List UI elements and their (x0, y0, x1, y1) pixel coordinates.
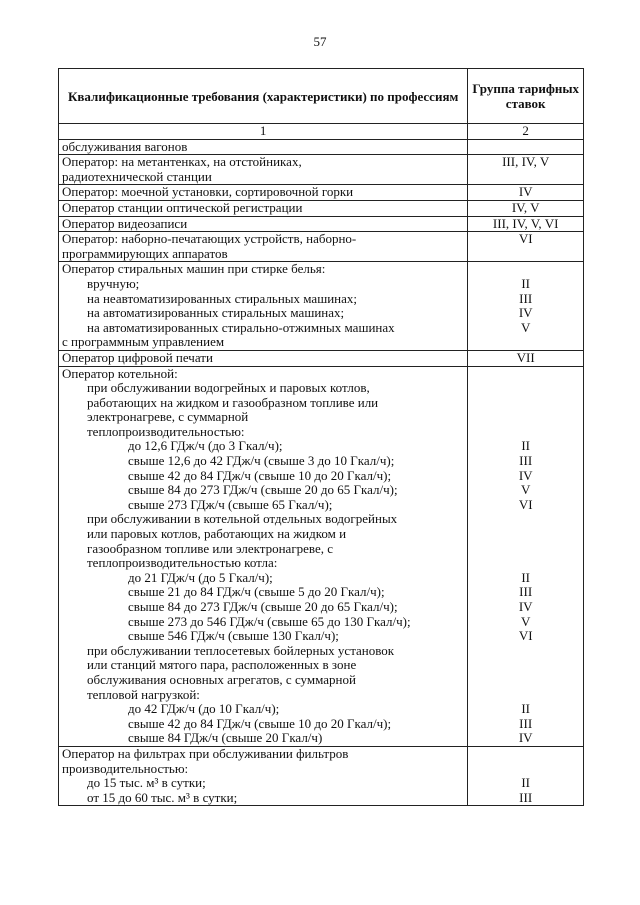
tariff-group-value (471, 658, 580, 673)
tariff-group-value: III (519, 584, 533, 600)
tariff-group-value: IV (518, 184, 533, 200)
requirement-line: обслуживания основных агрегатов, с суммарной (87, 672, 356, 687)
tariff-group-value (471, 367, 580, 382)
tariff-group-value: II (521, 775, 530, 791)
requirement-line: при обслуживании теплосетевых бойлерных установок (87, 643, 395, 658)
requirement-line: Оператор на фильтрах при обслуживании фильтров (62, 746, 349, 761)
table-body (59, 139, 584, 806)
column-number-row (59, 124, 584, 140)
requirement-cell (59, 155, 468, 185)
tariff-group-value (471, 688, 580, 703)
tariff-group-value (471, 396, 580, 411)
requirement-line: Оператор цифровой печати (62, 350, 213, 365)
requirement-line: с программным управлением (62, 335, 225, 350)
tariff-group-value (471, 425, 580, 440)
table-row (59, 746, 584, 805)
requirement-line: Оператор станции оптической регистрации (62, 200, 303, 215)
tariff-group-value: IV (518, 305, 533, 321)
tariff-group-value (471, 381, 580, 396)
requirement-line: производительностью: (62, 761, 189, 776)
table-row (59, 216, 584, 232)
column-number-2: 2 (468, 124, 584, 140)
requirement-cell (59, 200, 468, 216)
requirement-cell (59, 366, 468, 746)
tariff-group-value (471, 170, 580, 185)
requirement-line: свыше 21 до 84 ГДж/ч (свыше 5 до 20 Гкал/ч); (128, 585, 385, 600)
tariff-group-cell (468, 262, 584, 351)
tariff-group-value (471, 762, 580, 777)
tariff-group-value (471, 140, 580, 155)
requirement-line: от 15 до 60 тыс. м³ в сутки; (87, 790, 238, 805)
tariff-group-value: II (521, 438, 530, 454)
tariff-group-cell (468, 155, 584, 185)
tariff-group-cell (468, 185, 584, 201)
requirement-line: обслуживания вагонов (62, 139, 188, 154)
tariff-group-value: III (519, 290, 533, 306)
tariff-group-value: VI (518, 628, 533, 644)
requirement-line: свыше 12,6 до 42 ГДж/ч (свыше 3 до 10 Гкал/ч); (128, 454, 395, 469)
tariff-group-cell (468, 366, 584, 746)
tariff-group-value: III (519, 789, 533, 805)
header-requirements: Квалификационные требования (характеристики) по профессиям (59, 69, 468, 124)
requirement-line: до 21 ГДж/ч (до 5 Гкал/ч); (128, 570, 273, 585)
tariff-group-value (471, 527, 580, 542)
tariff-group-cell (468, 350, 584, 366)
tariff-group-value: II (521, 275, 530, 291)
requirement-line: Оператор видеозаписи (62, 216, 188, 231)
requirement-line: на неавтоматизированных стиральных машинах; (87, 291, 358, 306)
requirement-line: свыше 42 до 84 ГДж/ч (свыше 10 до 20 Гкал/ч); (128, 716, 392, 731)
tariff-group-value: III (519, 715, 533, 731)
tariff-group-value: III, IV, V (502, 154, 550, 170)
requirement-cell (59, 746, 468, 805)
requirement-line: до 15 тыс. м³ в сутки; (87, 776, 206, 791)
header-tariff-group: Группа тарифных ставок (468, 69, 584, 124)
column-number-1: 1 (59, 124, 468, 140)
requirement-cell (59, 262, 468, 351)
tariff-group-value: V (520, 613, 531, 629)
requirement-line: свыше 546 ГДж/ч (свыше 130 Гкал/ч); (128, 629, 339, 644)
tariff-group-value (471, 512, 580, 527)
tariff-group-value: IV (518, 599, 533, 614)
requirement-line: свыше 84 до 273 ГДж/ч (свыше 20 до 65 Гкал/ч); (128, 483, 398, 498)
requirement-cell (59, 350, 468, 366)
tariff-group-value (471, 644, 580, 659)
requirement-line: вручную; (87, 276, 140, 291)
requirement-line: до 42 ГДж/ч (до 10 Гкал/ч); (128, 702, 280, 717)
tariff-group-value (471, 247, 580, 262)
tariff-group-value: V (520, 482, 531, 498)
requirement-line: свыше 42 до 84 ГДж/ч (свыше 10 до 20 Гкал/ч); (128, 468, 392, 483)
requirement-line: радиотехнической станции (62, 169, 212, 184)
requirement-line: Оператор: на метантенках, на отстойниках, (62, 155, 302, 170)
requirement-line: программирующих аппаратов (62, 246, 228, 261)
page-number: 57 (313, 34, 327, 49)
qualification-table (58, 68, 584, 806)
requirement-line: теплопроизводительностью котла: (87, 556, 278, 571)
table-row (59, 139, 584, 155)
table-header-row (59, 69, 584, 124)
requirement-line: до 12,6 ГДж/ч (до 3 Гкал/ч); (128, 439, 283, 454)
tariff-group-value (471, 410, 580, 425)
requirement-line: электронагреве, с суммарной (87, 410, 249, 425)
tariff-group-value (471, 747, 580, 762)
requirement-line: свыше 84 до 273 ГДж/ч (свыше 20 до 65 Гкал/ч); (128, 600, 398, 614)
requirement-line: газообразном топливе или электронагреве, с (87, 541, 334, 556)
requirement-line: на автоматизированных стирально-отжимных машинах (87, 320, 395, 335)
table-row (59, 185, 584, 201)
table-row (59, 200, 584, 216)
tariff-group-value: III (519, 453, 533, 469)
tariff-group-value: VII (516, 349, 535, 365)
requirement-line: Оператор: наборно-печатающих устройств, наборно- (62, 232, 357, 247)
requirement-cell (59, 232, 468, 262)
requirement-line: Оператор стиральных машин при стирке белья: (62, 262, 326, 277)
tariff-group-value: IV (518, 730, 533, 746)
tariff-group-value: V (520, 319, 531, 335)
tariff-group-value: VI (518, 496, 533, 512)
tariff-group-cell (468, 139, 584, 155)
requirement-line: свыше 273 до 546 ГДж/ч (свыше 65 до 130 Гкал/ч); (128, 614, 411, 629)
tariff-group-value: II (521, 701, 530, 717)
requirement-line: при обслуживании в котельной отдельных водогрейных (87, 512, 398, 527)
requirement-line: теплопроизводительностью: (87, 424, 245, 439)
requirement-line: Оператор: моечной установки, сортировочной горки (62, 185, 354, 200)
table-row (59, 366, 584, 746)
tariff-group-value: II (521, 569, 530, 585)
table-row (59, 155, 584, 185)
tariff-group-value (471, 542, 580, 557)
requirement-line: свыше 273 ГДж/ч (свыше 65 Гкал/ч); (128, 497, 333, 512)
requirement-cell (59, 139, 468, 155)
tariff-group-cell (468, 200, 584, 216)
requirement-line: работающих на жидком и газообразном топливе или (87, 395, 379, 410)
requirement-line: на автоматизированных стиральных машинах; (87, 306, 345, 321)
requirement-line: свыше 84 ГДж/ч (свыше 20 Гкал/ч) (128, 731, 323, 746)
tariff-group-value (471, 673, 580, 688)
tariff-group-value (471, 335, 580, 350)
requirement-line: тепловой нагрузкой: (87, 687, 200, 702)
tariff-group-value: III, IV, V, VI (492, 215, 559, 231)
tariff-group-cell (468, 746, 584, 805)
table-row (59, 262, 584, 351)
requirement-line: или паровых котлов, работающих на жидком и (87, 527, 347, 542)
table-row (59, 350, 584, 366)
tariff-group-value: VI (518, 231, 533, 247)
requirement-line: или станций мятого пара, расположенных в зоне (87, 658, 357, 673)
tariff-group-cell (468, 216, 584, 232)
tariff-group-value: IV, V (511, 199, 540, 215)
tariff-group-value: IV (518, 467, 533, 483)
tariff-group-cell (468, 232, 584, 262)
tariff-group-value (471, 262, 580, 277)
requirement-cell (59, 185, 468, 201)
tariff-group-value (471, 556, 580, 571)
requirement-line: при обслуживании водогрейных и паровых котлов, (87, 381, 370, 396)
table-row (59, 232, 584, 262)
requirement-cell (59, 216, 468, 232)
requirement-line: Оператор котельной: (62, 366, 178, 381)
